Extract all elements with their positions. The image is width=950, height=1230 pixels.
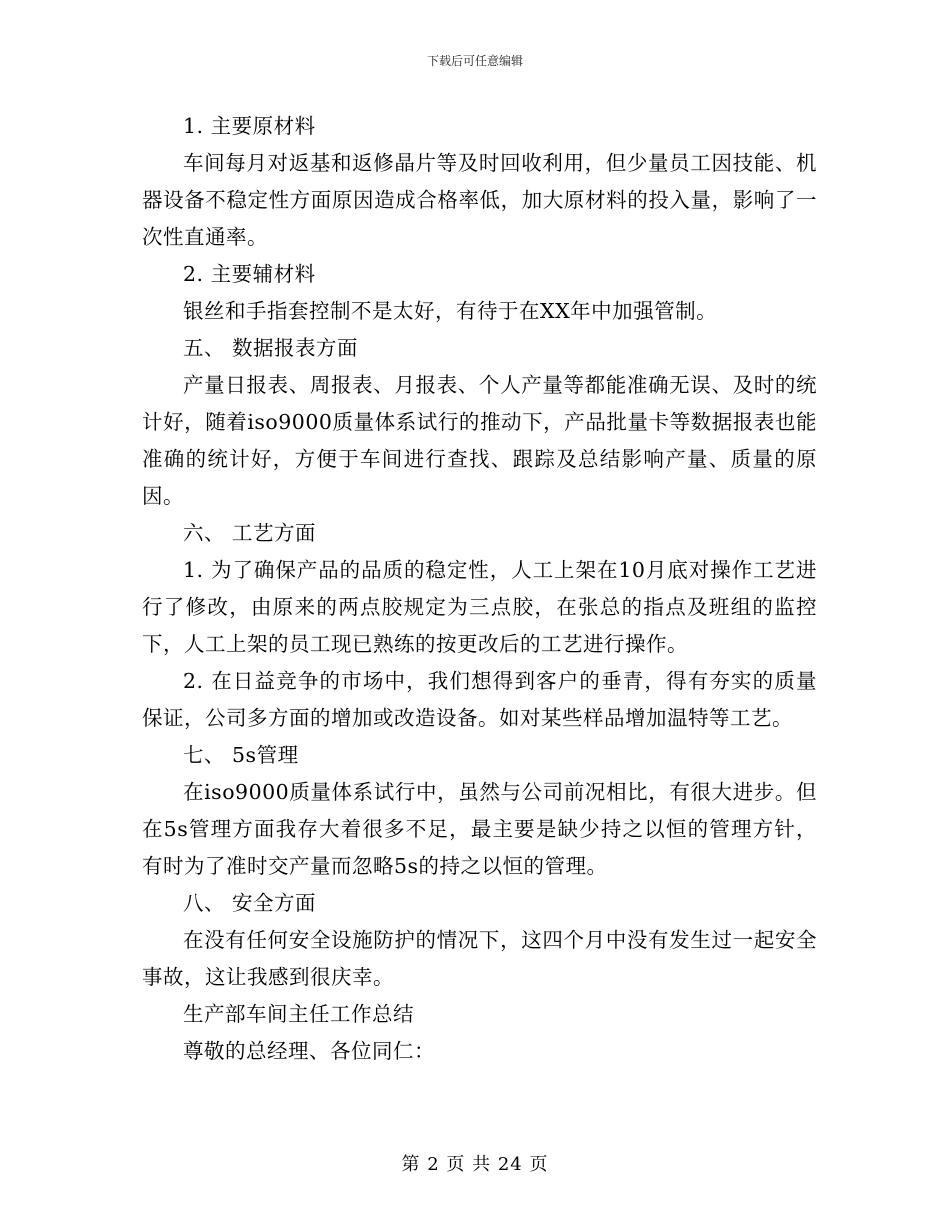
paragraph-data-reports: 产量日报表、周报表、月报表、个人产量等都能准确无误、及时的统计好，随着iso9000质量体系试行的推动下，产品批量卡等数据报表也能准确的统计好，方便于车间进行查找、跟踪及总结影响产量、质量的原因。 — [142, 373, 817, 508]
heading-main-raw-materials: 1. 主要原材料 — [183, 114, 316, 138]
salutation: 尊敬的总经理、各位同仁： — [183, 1039, 435, 1063]
heading-safety: 八、 安全方面 — [183, 891, 317, 915]
paragraph-safety: 在没有任何安全设施防护的情况下，这四个月中没有发生过一起安全事故，这让我感到很庆幸。 — [142, 928, 817, 989]
paragraph-5s-management: 在iso9000质量体系试行中，虽然与公司前况相比，有很大进步。但在5s管理方面我存大着很多不足，最主要是缺少持之以恒的管理方针，有时为了准时交产量而忽略5s的持之以恒的管理。 — [142, 780, 817, 878]
page-footer: 第 2 页 共 24 页 — [401, 1154, 549, 1175]
heading-data-reports: 五、 数据报表方面 — [183, 336, 359, 360]
title-work-summary: 生产部车间主任工作总结 — [183, 1002, 414, 1026]
document-body — [142, 108, 817, 1070]
heading-auxiliary-materials: 2. 主要辅材料 — [183, 262, 316, 286]
page-header: 下载后可任意编辑 — [426, 54, 523, 68]
paragraph-process-1: 1. 为了确保产品的品质的稳定性，人工上架在10月底对操作工艺进行了修改，由原来的两点胶规定为三点胶，在张总的指点及班组的监控下，人工上架的员工现已熟练的按更改后的工艺进行操作。 — [142, 558, 817, 656]
paragraph-raw-materials: 车间每月对返基和返修晶片等及时回收利用，但少量员工因技能、机器设备不稳定性方面原因造成合格率低，加大原材料的投入量，影响了一次性直通率。 — [142, 151, 817, 249]
heading-5s-management: 七、 5s管理 — [183, 743, 299, 767]
paragraph-auxiliary-materials: 银丝和手指套控制不是太好，有待于在XX年中加强管制。 — [183, 299, 718, 323]
heading-process: 六、 工艺方面 — [183, 521, 317, 545]
paragraph-process-2: 2. 在日益竞争的市场中，我们想得到客户的垂青，得有夯实的质量保证，公司多方面的增加或改造设备。如对某些样品增加温特等工艺。 — [142, 669, 817, 730]
